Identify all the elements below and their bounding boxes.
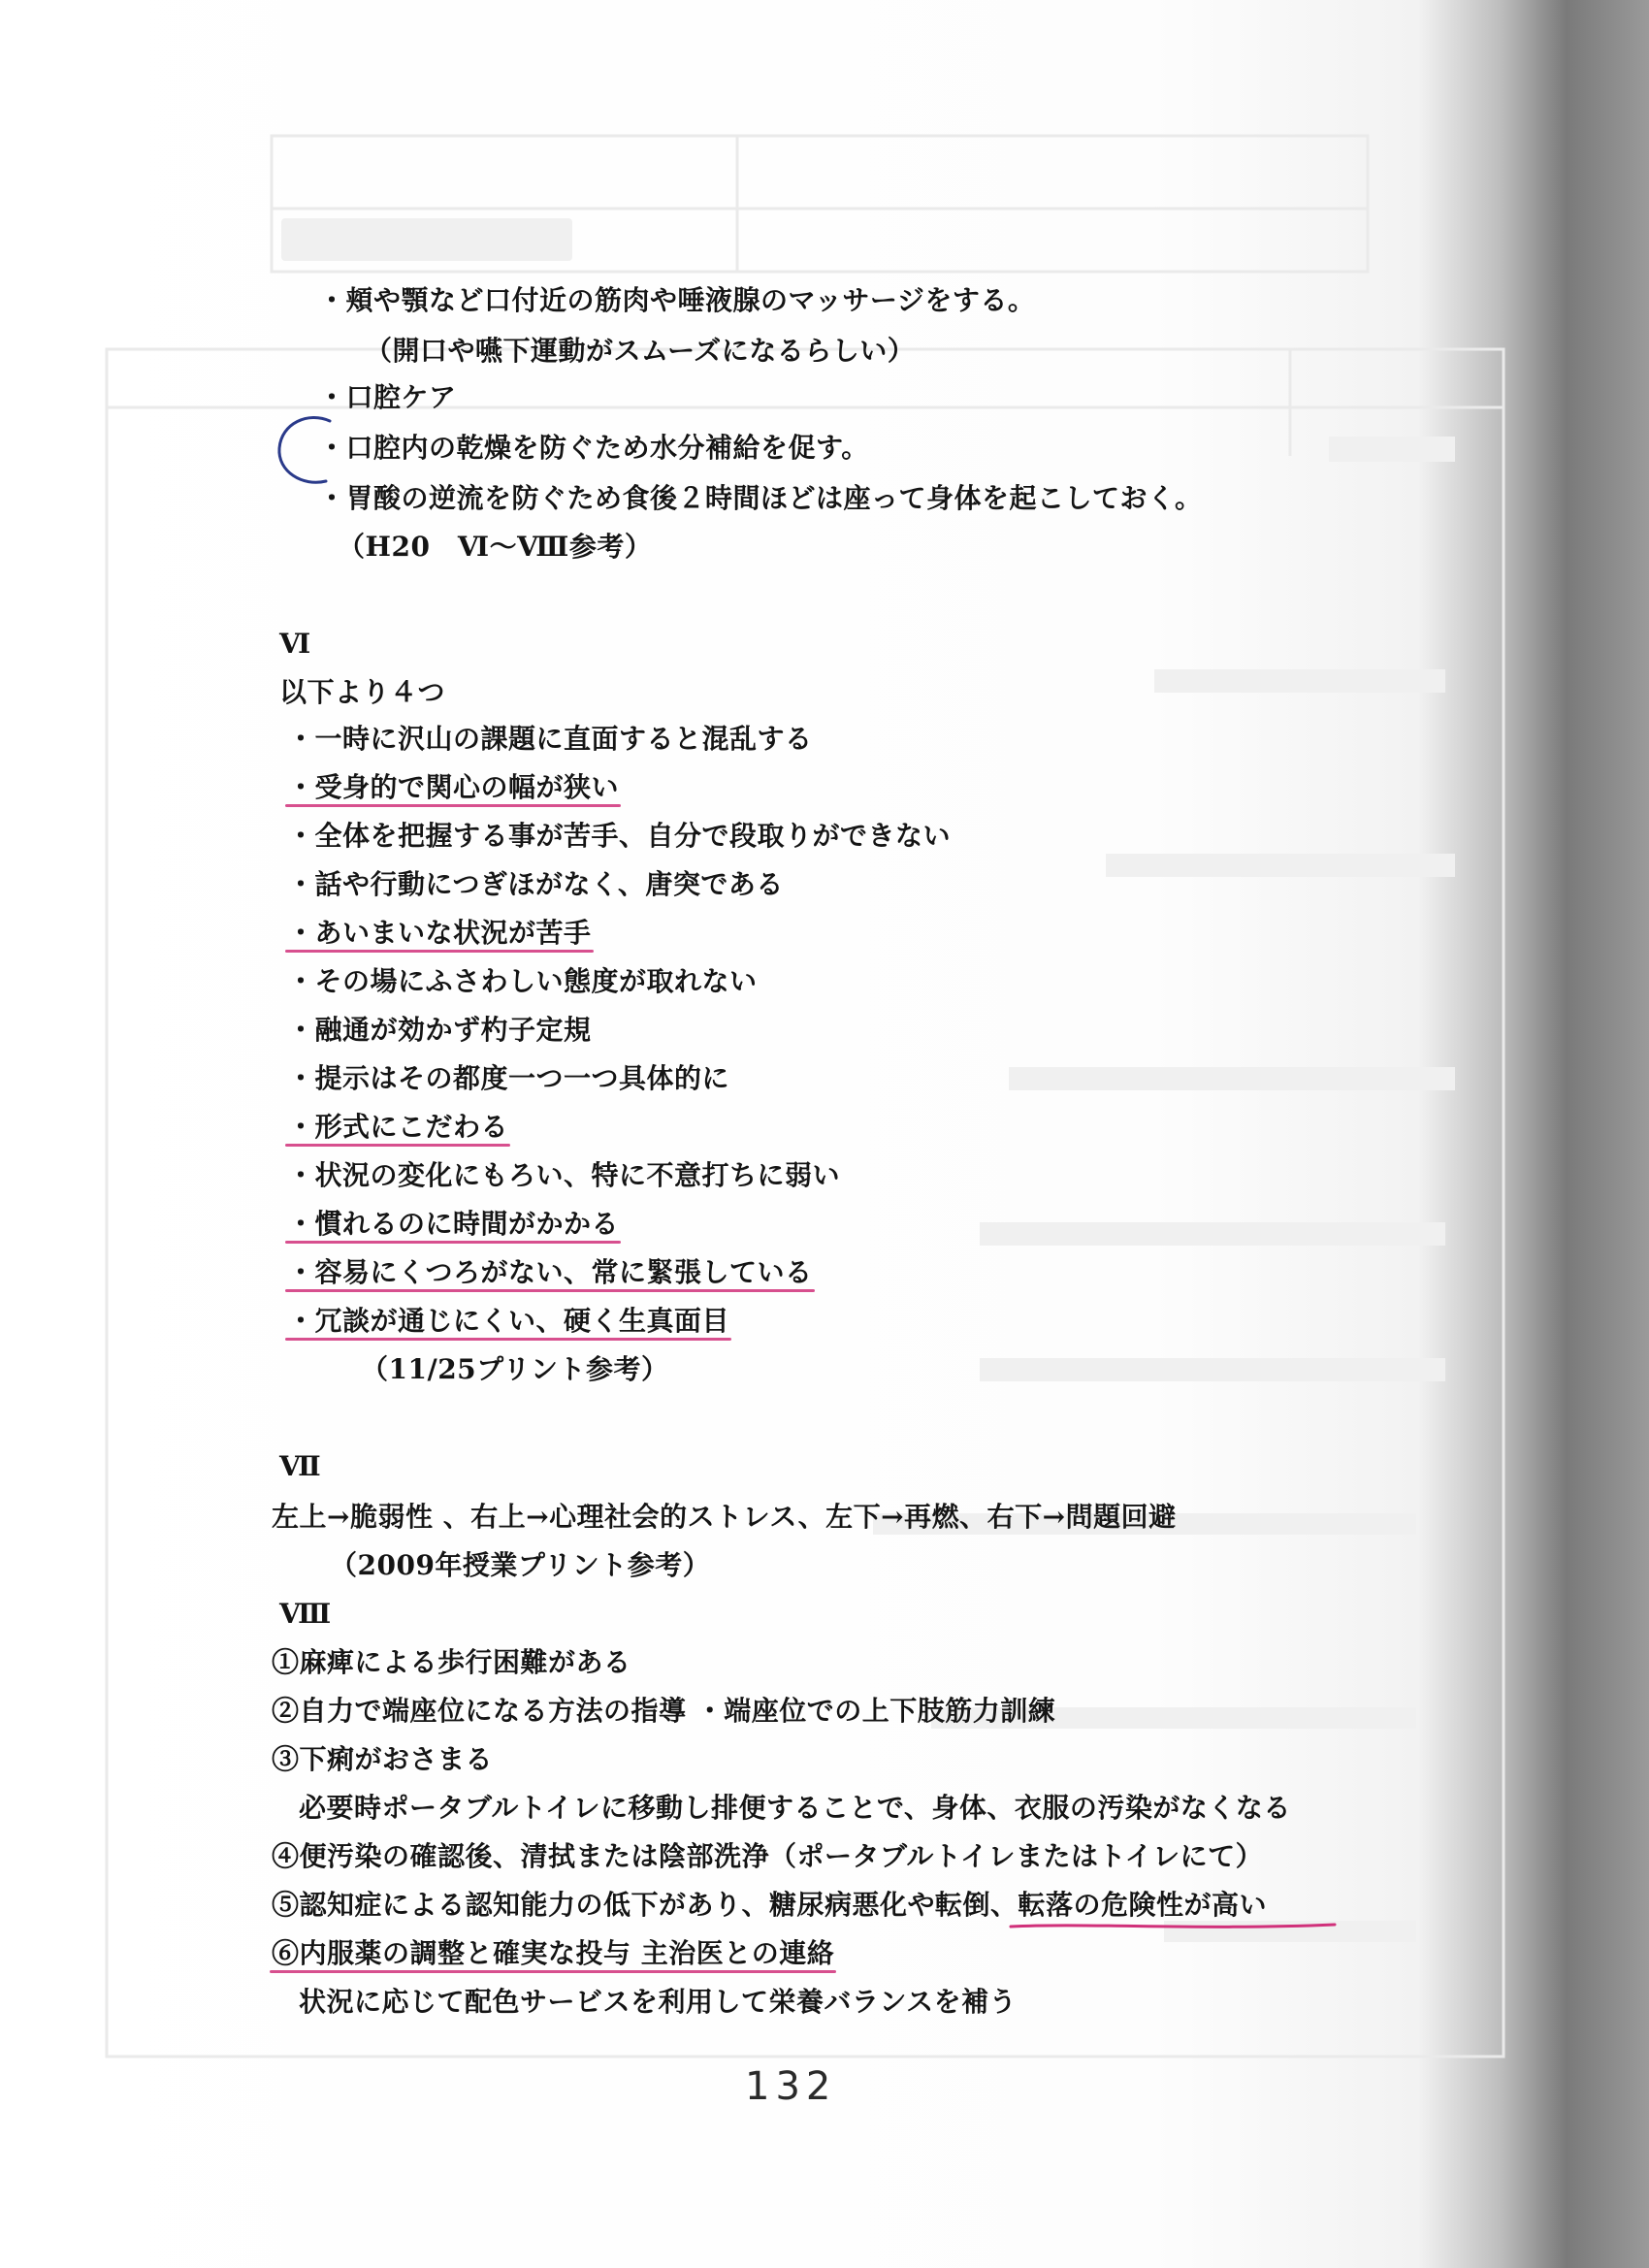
text-line-21: [287, 1302, 729, 1341]
text-line-12: ・話や行動につぎほがなく、唐突である: [287, 868, 784, 900]
text-line-31: ④便汚染の確認後、清拭または陰部洗浄（ポータブルトイレまたはトイレにて）: [272, 1840, 1264, 1872]
page-number: 132: [745, 2064, 837, 2109]
text-line-16: ・提示はその都度一つ一つ具体的に: [287, 1062, 730, 1094]
text-line-33: [272, 1934, 834, 1973]
text-line-22: （11/25プリント参考）: [361, 1353, 669, 1385]
text-line-8: 以下より４つ: [279, 676, 446, 708]
text-line-4: ・口腔内の乾燥を防ぐため水分補給を促す。: [318, 432, 869, 464]
text-line-9: ・一時に沢山の課題に直面すると混乱する: [287, 723, 813, 755]
text-line-15: ・融通が効かず杓子定規: [287, 1014, 592, 1046]
text-line-1: ・頬や顎など口付近の筋肉や唾液腺のマッサージをする。: [318, 284, 1036, 316]
text-line-17: [287, 1108, 508, 1147]
text-line-29: ③下痢がおさまる: [272, 1743, 494, 1775]
text-line-18: ・状況の変化にもろい、特に不意打ちに弱い: [287, 1159, 841, 1191]
text-line-20: [287, 1253, 813, 1292]
highlighted-phrase: ・冗談が通じにくい、硬く生真面目: [287, 1305, 730, 1337]
highlight-underline: [1009, 1919, 1339, 1932]
text-line-2: （開口や嚥下運動がスムーズになるらしい）: [365, 335, 916, 367]
highlighted-phrase: ・形式にこだわる: [287, 1111, 509, 1143]
text-line-14: ・その場にふさわしい態度が取れない: [287, 965, 758, 997]
text-line-24: 左上→脆弱性 、右上→心理社会的ストレス、左下→再燃、右下→問題回避: [272, 1501, 1177, 1533]
section-heading-vi: Ⅵ: [279, 628, 311, 660]
highlighted-phrase: ・慣れるのに時間がかかる: [287, 1208, 620, 1240]
text-line-28: ②自力で端座位になる方法の指導 ・端座位での上下肢筋力訓練: [272, 1695, 1056, 1727]
text-line-25: （2009年授業プリント参考）: [330, 1549, 711, 1581]
text-line-13: [287, 914, 592, 953]
section-heading-vii: Ⅶ: [279, 1450, 322, 1482]
section-heading-viii: Ⅷ: [279, 1598, 332, 1630]
text-line-19: [287, 1205, 619, 1244]
text-line-5: ・胃酸の逆流を防ぐため食後２時間ほどは座って身体を起こしておく。: [318, 482, 1203, 514]
highlighted-phrase: ⑥内服薬の調整と確実な投与 主治医との連絡: [272, 1937, 835, 1969]
highlighted-phrase: ・あいまいな状況が苦手: [287, 917, 592, 949]
text-line-34: 状況に応じて配色サービスを利用して栄養バランスを補う: [299, 1986, 1018, 2018]
highlighted-phrase: ・受身的で関心の幅が狭い: [287, 771, 620, 803]
pen-circle-annotation: [270, 407, 357, 495]
text-line-10: [287, 768, 619, 807]
highlighted-phrase: ・容易にくつろがない、常に緊張している: [287, 1256, 813, 1288]
text-line-30: 必要時ポータブルトイレに移動し排便することで、身体、衣服の汚染がなくなる: [299, 1792, 1291, 1824]
text-line-27: ①麻痺による歩行困難がある: [272, 1646, 631, 1678]
text-line-6: （H20 Ⅵ～Ⅷ参考）: [338, 531, 653, 563]
text-line-11: ・全体を把握する事が苦手、自分で段取りができない: [287, 820, 952, 852]
text-line-32: ⑤認知症による認知能力の低下があり、糖尿病悪化や転倒、転落の危険性が高い: [272, 1889, 1268, 1921]
text-line-3: ・口腔ケア: [318, 381, 457, 413]
